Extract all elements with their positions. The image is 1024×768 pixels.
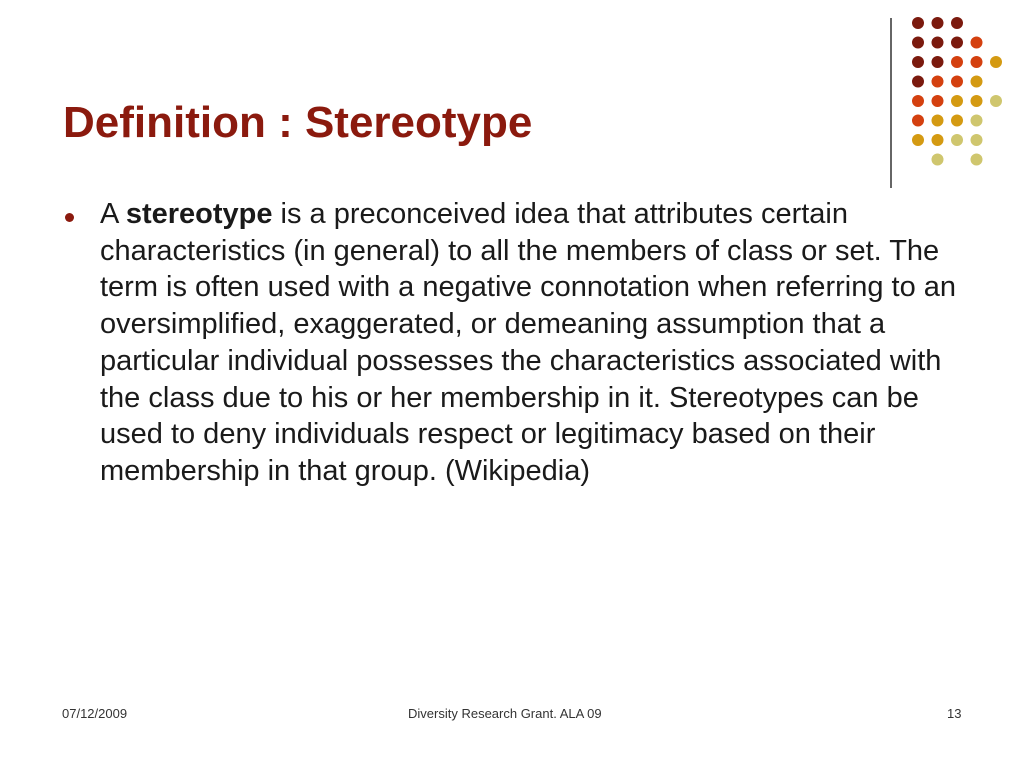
decoration-dot [951,115,963,127]
footer-date: 07/12/2009 [62,706,128,721]
decoration-dot [932,134,944,146]
bullet-item [62,196,962,490]
decoration-dot [932,76,944,88]
decoration-dot [932,17,944,29]
decoration-dot [912,56,924,68]
decoration-dot [912,76,924,88]
decoration-dot [932,154,944,166]
bullet-list [62,196,962,490]
decoration-dot [971,95,983,107]
decoration-dot [990,95,1002,107]
decoration-dot [932,95,944,107]
decoration-dot [951,95,963,107]
decoration-dot [912,17,924,29]
footer-title: Diversity Research Grant. ALA 09 [408,706,602,721]
decoration-dot [912,134,924,146]
decoration-dot [951,17,963,29]
decoration-dot [912,37,924,49]
decoration-dot [951,76,963,88]
bold-term: stereotype [125,198,273,230]
decoration-dot [971,56,983,68]
page-number: 13 [947,706,962,721]
decoration-dot [951,134,963,146]
vertical-divider [890,18,892,188]
decoration-dot [912,115,924,127]
decoration-dot [932,115,944,127]
decoration-dot [971,37,983,49]
bullet-dot-icon [65,213,74,222]
decoration-dot [932,56,944,68]
decoration-dot [912,95,924,107]
decoration-dot [951,56,963,68]
decoration-dot [971,134,983,146]
decoration-dot [971,76,983,88]
bullet-text [100,196,960,490]
slide-title: Definition : Stereotype [63,98,533,147]
decoration-dot [971,154,983,166]
decoration-dot [990,56,1002,68]
decoration-dot [971,115,983,127]
bullet-body: is a preconceived idea that attributes certain characteristics (in general) to all the members of class or set. The term is often used with a negative connotation when referring to an oversimplified, exaggerated, or demeaning assumption that a particular individual possesses the characteristics associated with the class due to his or her membership in it. Stereotypes can be used to deny individuals respect or legitimacy based on their membership in that group. (Wikipedia) [100,198,957,487]
decoration-dot [932,37,944,49]
bullet-prefix: A [100,198,126,230]
decoration-dot [951,37,963,49]
